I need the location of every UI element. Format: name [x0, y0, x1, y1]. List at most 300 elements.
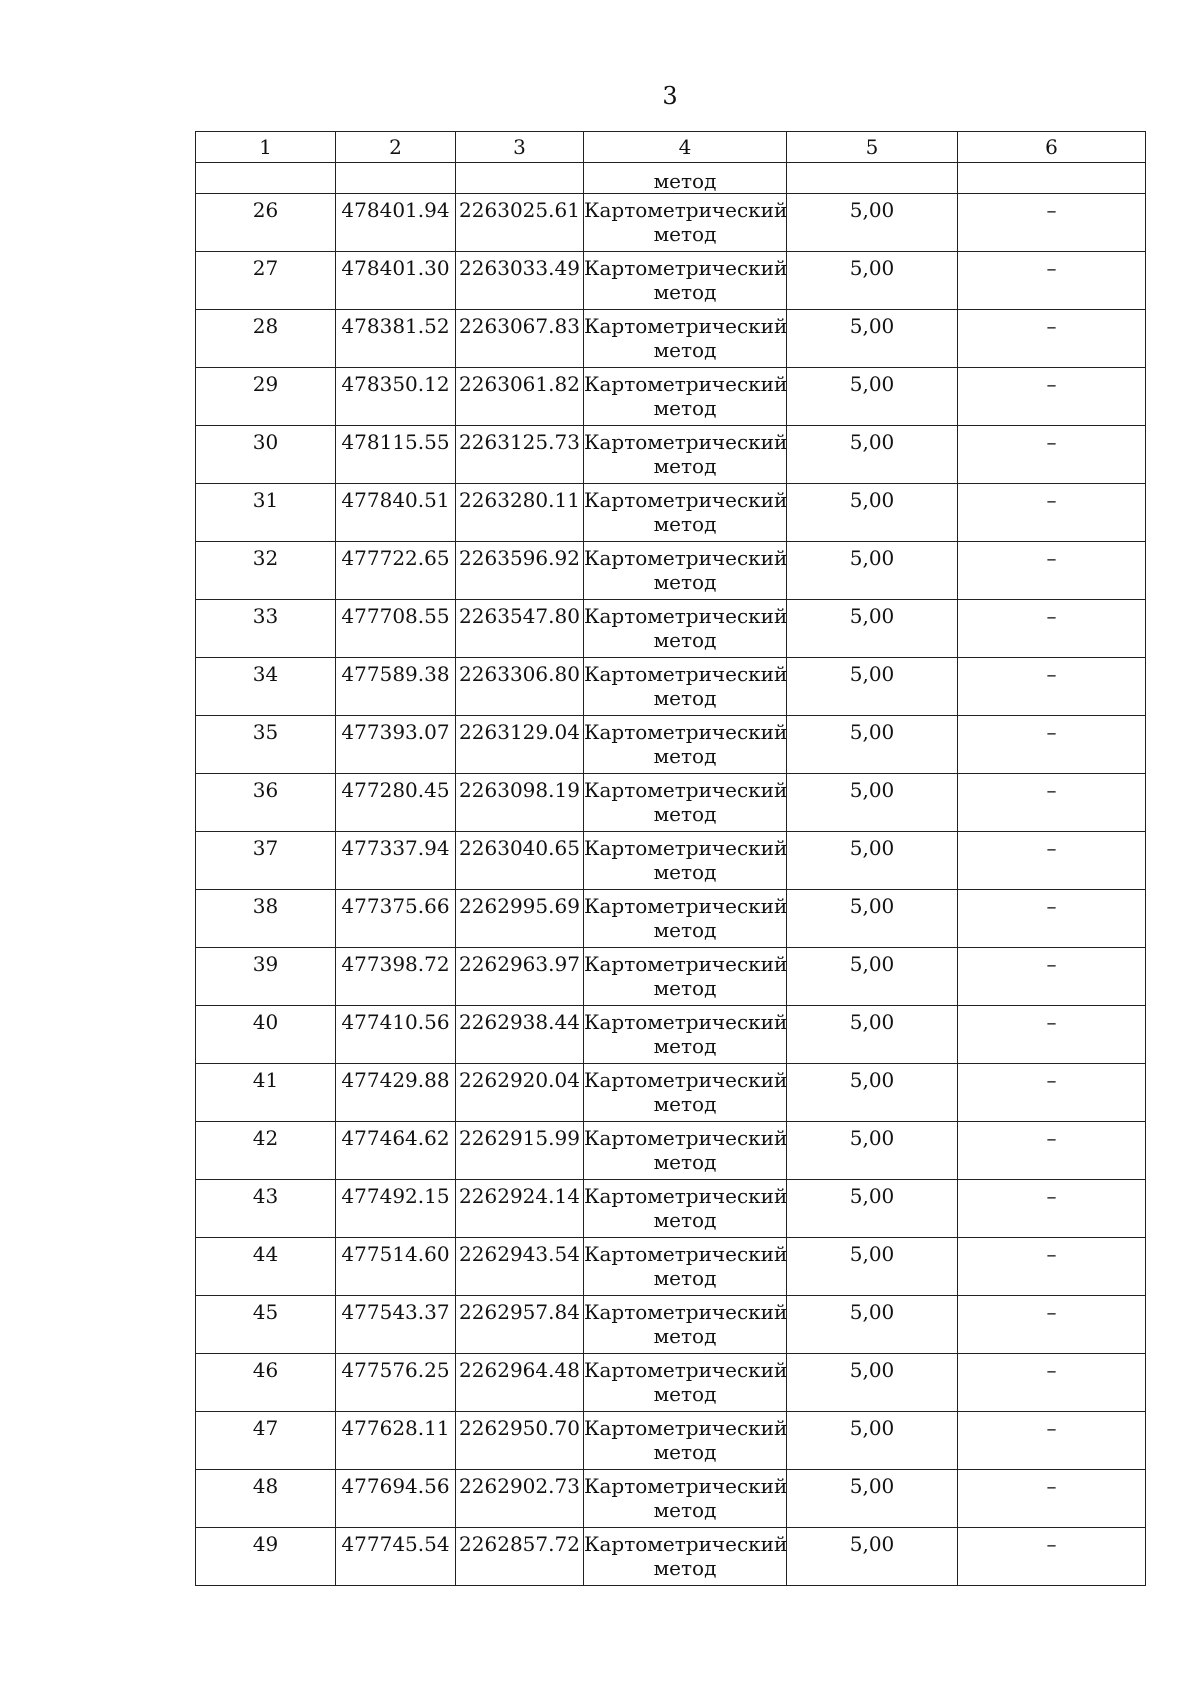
- note-value: –: [1046, 1068, 1057, 1092]
- header-cell-2: 2: [336, 132, 456, 163]
- table-row: [196, 1006, 1146, 1064]
- x-coordinate: 477280.45: [341, 778, 450, 802]
- method-line-2: метод: [653, 222, 717, 246]
- method-text: [584, 1354, 786, 1406]
- method-cell: [584, 484, 787, 542]
- note-cell: [958, 1180, 1146, 1238]
- x-coordinate-cell: [336, 1064, 456, 1122]
- note-cell: [958, 1064, 1146, 1122]
- note-cell: [958, 310, 1146, 368]
- y-coordinate-cell: [456, 774, 584, 832]
- method-cell: [584, 1296, 787, 1354]
- table-row: [196, 1296, 1146, 1354]
- x-coordinate-cell: [336, 484, 456, 542]
- x-coordinate-cell: [336, 1006, 456, 1064]
- method-text: [584, 1122, 786, 1174]
- point-number-cell: [196, 1122, 336, 1180]
- method-line-1: Картометрический: [584, 1184, 788, 1208]
- note-cell: [958, 948, 1146, 1006]
- point-number-cell: [196, 1296, 336, 1354]
- method-line-2: метод: [653, 1382, 717, 1406]
- point-number: 28: [252, 314, 279, 338]
- note-cell: [958, 1528, 1146, 1586]
- method-text: [584, 890, 786, 942]
- accuracy-cell: [787, 542, 958, 600]
- method-line-1: Картометрический: [584, 836, 788, 860]
- x-coordinate: 478350.12: [341, 372, 450, 396]
- method-line-1: Картометрический: [584, 720, 788, 744]
- point-number-cell: [196, 1528, 336, 1586]
- point-number: 26: [252, 198, 279, 222]
- x-coordinate-cell: [336, 890, 456, 948]
- method-line-1: Картометрический: [584, 372, 788, 396]
- method-line-2: метод: [653, 628, 717, 652]
- accuracy-value: 5,00: [849, 952, 895, 976]
- y-coordinate-cell: [456, 484, 584, 542]
- accuracy-cell: [787, 890, 958, 948]
- note-value: –: [1046, 1532, 1057, 1556]
- method-line-2: метод: [653, 570, 717, 594]
- point-number-cell: [196, 948, 336, 1006]
- x-coordinate: 477708.55: [341, 604, 450, 628]
- x-coordinate-cell: [336, 1412, 456, 1470]
- method-line-1: Картометрический: [584, 1068, 788, 1092]
- method-cell: [584, 1006, 787, 1064]
- x-coordinate: 478401.94: [341, 198, 450, 222]
- y-coordinate: 2263098.19: [459, 778, 580, 802]
- y-coordinate: 2262995.69: [459, 894, 580, 918]
- y-coordinate: 2263129.04: [459, 720, 580, 744]
- table-row: [196, 1122, 1146, 1180]
- point-number: 41: [252, 1068, 279, 1092]
- x-coordinate-cell: [336, 948, 456, 1006]
- note-cell: [958, 1122, 1146, 1180]
- accuracy-cell: [787, 1528, 958, 1586]
- table-row: [196, 194, 1146, 252]
- method-line-1: Картометрический: [584, 604, 788, 628]
- method-line-2: метод: [653, 686, 717, 710]
- x-coordinate-cell: [336, 1296, 456, 1354]
- note-value: –: [1046, 1358, 1057, 1382]
- point-number: 35: [252, 720, 279, 744]
- point-number: 32: [252, 546, 279, 570]
- note-cell: [958, 368, 1146, 426]
- note-value: –: [1046, 1474, 1057, 1498]
- table-row: [196, 658, 1146, 716]
- header-cell-3: 3: [456, 132, 584, 163]
- x-coordinate: 477628.11: [341, 1416, 450, 1440]
- y-coordinate: 2262957.84: [459, 1300, 580, 1324]
- y-coordinate-cell: [456, 890, 584, 948]
- x-coordinate-cell: [336, 774, 456, 832]
- method-line-2: метод: [653, 1150, 717, 1174]
- x-coordinate-cell: [336, 1470, 456, 1528]
- accuracy-cell: [787, 832, 958, 890]
- note-cell: [958, 774, 1146, 832]
- method-cell: [584, 1354, 787, 1412]
- x-coordinate: 478401.30: [341, 256, 450, 280]
- x-coordinate-cell: [336, 252, 456, 310]
- table-row: [196, 310, 1146, 368]
- point-number-cell: [196, 1470, 336, 1528]
- point-number-cell: [196, 368, 336, 426]
- x-coordinate: 478381.52: [341, 314, 450, 338]
- point-number-cell: [196, 1238, 336, 1296]
- accuracy-cell: [787, 1412, 958, 1470]
- note-value: –: [1046, 430, 1057, 454]
- x-coordinate-cell: [336, 1354, 456, 1412]
- method-text: [584, 194, 786, 246]
- x-coordinate-cell: [336, 658, 456, 716]
- method-line-2: метод: [653, 1208, 717, 1232]
- method-line-1: Картометрический: [584, 198, 788, 222]
- y-coordinate: 2262915.99: [459, 1126, 580, 1150]
- method-line-2: метод: [653, 1266, 717, 1290]
- page-number: 3: [662, 82, 678, 110]
- table-row: [196, 426, 1146, 484]
- accuracy-value: 5,00: [849, 1126, 895, 1150]
- method-line-2: метод: [653, 512, 717, 536]
- method-line-2: метод: [653, 1324, 717, 1348]
- accuracy-cell: [787, 948, 958, 1006]
- accuracy-cell: [787, 1122, 958, 1180]
- y-coordinate-cell: [456, 426, 584, 484]
- point-number-cell: [196, 658, 336, 716]
- note-value: –: [1046, 1010, 1057, 1034]
- method-cell: [584, 194, 787, 252]
- y-coordinate-cell: [456, 1064, 584, 1122]
- method-cell: [584, 1180, 787, 1238]
- table-row: [196, 252, 1146, 310]
- table-row: [196, 1470, 1146, 1528]
- method-line-2: метод: [653, 1034, 717, 1058]
- y-coordinate: 2263596.92: [459, 546, 580, 570]
- point-number: 29: [252, 372, 279, 396]
- accuracy-value: 5,00: [849, 314, 895, 338]
- y-coordinate-cell: [456, 252, 584, 310]
- method-cell: [584, 600, 787, 658]
- x-coordinate: 477745.54: [341, 1532, 450, 1556]
- y-coordinate: 2262920.04: [459, 1068, 580, 1092]
- accuracy-cell: [787, 368, 958, 426]
- method-text: [584, 716, 786, 768]
- method-line-2: метод: [653, 454, 717, 478]
- method-line-1: Картометрический: [584, 1242, 788, 1266]
- table-row: [196, 1412, 1146, 1470]
- accuracy-cell: [787, 1006, 958, 1064]
- method-line-1: Картометрический: [584, 430, 788, 454]
- y-coordinate-cell: [456, 1412, 584, 1470]
- x-coordinate-cell: [336, 1180, 456, 1238]
- point-number: 37: [252, 836, 279, 860]
- accuracy-value: 5,00: [849, 1300, 895, 1324]
- x-coordinate-cell: [336, 1238, 456, 1296]
- point-number: 42: [252, 1126, 279, 1150]
- y-coordinate-cell: [456, 1470, 584, 1528]
- point-number-cell: [196, 484, 336, 542]
- y-coordinate-cell: [456, 1296, 584, 1354]
- point-number-cell: [196, 542, 336, 600]
- method-text: [584, 426, 786, 478]
- header-cell-6: 6: [958, 132, 1146, 163]
- table-row: [196, 1064, 1146, 1122]
- method-line-1: Картометрический: [584, 662, 788, 686]
- point-number-cell: [196, 252, 336, 310]
- note-value: –: [1046, 1300, 1057, 1324]
- method-cell: [584, 716, 787, 774]
- note-cell: [958, 1412, 1146, 1470]
- header-cell-1: 1: [196, 132, 336, 163]
- x-coordinate-cell: [336, 832, 456, 890]
- method-line-2: метод: [653, 860, 717, 884]
- y-coordinate: 2263547.80: [459, 604, 580, 628]
- note-cell: [958, 252, 1146, 310]
- coordinates-table: [195, 131, 1146, 1586]
- table-row: [196, 600, 1146, 658]
- method-cell: [584, 1238, 787, 1296]
- accuracy-value: 5,00: [849, 256, 895, 280]
- table-row: [196, 890, 1146, 948]
- table-row: [196, 542, 1146, 600]
- table-row: [196, 1528, 1146, 1586]
- point-number-cell: [196, 194, 336, 252]
- y-coordinate-cell: [456, 948, 584, 1006]
- method-line-2: метод: [653, 976, 717, 1000]
- method-cell: [584, 948, 787, 1006]
- point-number-cell: [196, 1180, 336, 1238]
- method-text: [584, 1064, 786, 1116]
- note-value: –: [1046, 720, 1057, 744]
- table-row: [196, 774, 1146, 832]
- accuracy-value: 5,00: [849, 1474, 895, 1498]
- y-coordinate: 2262943.54: [459, 1242, 580, 1266]
- method-text: [584, 948, 786, 1000]
- accuracy-cell: [787, 1064, 958, 1122]
- x-coordinate: 477429.88: [341, 1068, 450, 1092]
- note-cell: [958, 716, 1146, 774]
- header-row: [196, 132, 1146, 163]
- note-value: –: [1046, 604, 1057, 628]
- note-cell: [958, 426, 1146, 484]
- point-number-cell: [196, 774, 336, 832]
- method-line-1: Картометрический: [584, 256, 788, 280]
- note-value: –: [1046, 778, 1057, 802]
- method-line-1: Картометрический: [584, 1416, 788, 1440]
- accuracy-value: 5,00: [849, 1184, 895, 1208]
- method-cell: [584, 426, 787, 484]
- y-coordinate: 2263067.83: [459, 314, 580, 338]
- y-coordinate-cell: [456, 1354, 584, 1412]
- x-coordinate: 477375.66: [341, 894, 450, 918]
- point-number-cell: [196, 1064, 336, 1122]
- note-value: –: [1046, 488, 1057, 512]
- point-number: 38: [252, 894, 279, 918]
- x-coordinate: 477410.56: [341, 1010, 450, 1034]
- point-number: 48: [252, 1474, 279, 1498]
- point-number: 45: [252, 1300, 279, 1324]
- header-cell-4: 4: [584, 132, 787, 163]
- method-cell: [584, 1412, 787, 1470]
- x-coordinate: 477576.25: [341, 1358, 450, 1382]
- accuracy-cell: [787, 774, 958, 832]
- note-value: –: [1046, 1126, 1057, 1150]
- accuracy-cell: [787, 310, 958, 368]
- table-row: [196, 1180, 1146, 1238]
- method-text: [584, 368, 786, 420]
- x-coordinate-cell: [336, 194, 456, 252]
- method-line-1: Картометрический: [584, 1532, 788, 1556]
- point-number: 39: [252, 952, 279, 976]
- x-coordinate: 477694.56: [341, 1474, 450, 1498]
- accuracy-value: 5,00: [849, 1068, 895, 1092]
- method-cell: [584, 542, 787, 600]
- x-coordinate: 478115.55: [341, 430, 450, 454]
- continuation-cell-6: [958, 163, 1146, 194]
- method-text: [584, 1412, 786, 1464]
- method-text: [584, 1296, 786, 1348]
- y-coordinate: 2263306.80: [459, 662, 580, 686]
- method-line-2: метод: [653, 744, 717, 768]
- point-number: 30: [252, 430, 279, 454]
- y-coordinate-cell: [456, 600, 584, 658]
- y-coordinate-cell: [456, 1122, 584, 1180]
- x-coordinate: 477840.51: [341, 488, 450, 512]
- method-text: [584, 484, 786, 536]
- method-line-1: Картометрический: [584, 1474, 788, 1498]
- x-coordinate: 477398.72: [341, 952, 450, 976]
- table-row: [196, 948, 1146, 1006]
- table-row: [196, 716, 1146, 774]
- y-coordinate-cell: [456, 542, 584, 600]
- x-coordinate-cell: [336, 600, 456, 658]
- point-number: 49: [252, 1532, 279, 1556]
- method-line-1: Картометрический: [584, 778, 788, 802]
- note-value: –: [1046, 662, 1057, 686]
- point-number: 44: [252, 1242, 279, 1266]
- method-text: [584, 1006, 786, 1058]
- accuracy-cell: [787, 426, 958, 484]
- header-cell-5: 5: [787, 132, 958, 163]
- x-coordinate-cell: [336, 368, 456, 426]
- method-line-1: Картометрический: [584, 314, 788, 338]
- x-coordinate: 477589.38: [341, 662, 450, 686]
- method-text: [584, 1470, 786, 1522]
- method-line-2: метод: [653, 338, 717, 362]
- y-coordinate: 2262924.14: [459, 1184, 580, 1208]
- note-value: –: [1046, 372, 1057, 396]
- method-cell: [584, 1470, 787, 1528]
- accuracy-cell: [787, 716, 958, 774]
- point-number: 31: [252, 488, 279, 512]
- method-cell: [584, 1528, 787, 1586]
- continuation-cell-4: [584, 163, 787, 194]
- method-line-2: метод: [653, 396, 717, 420]
- note-value: –: [1046, 1184, 1057, 1208]
- method-line-2: метод: [653, 1556, 717, 1580]
- accuracy-cell: [787, 194, 958, 252]
- method-line-1: Картометрический: [584, 1126, 788, 1150]
- accuracy-value: 5,00: [849, 1416, 895, 1440]
- point-number-cell: [196, 1412, 336, 1470]
- method-text: [584, 774, 786, 826]
- y-coordinate-cell: [456, 1180, 584, 1238]
- method-line-2: метод: [653, 918, 717, 942]
- method-text: [584, 658, 786, 710]
- note-value: –: [1046, 952, 1057, 976]
- x-coordinate: 477514.60: [341, 1242, 450, 1266]
- method-cell: [584, 1122, 787, 1180]
- x-coordinate: 477337.94: [341, 836, 450, 860]
- note-cell: [958, 542, 1146, 600]
- method-line-1: Картометрический: [584, 1010, 788, 1034]
- x-coordinate-cell: [336, 1528, 456, 1586]
- y-coordinate-cell: [456, 1006, 584, 1064]
- x-coordinate: 477464.62: [341, 1126, 450, 1150]
- accuracy-value: 5,00: [849, 720, 895, 744]
- accuracy-cell: [787, 1180, 958, 1238]
- method-text: [584, 832, 786, 884]
- method-cell: [584, 252, 787, 310]
- note-value: –: [1046, 198, 1057, 222]
- accuracy-value: 5,00: [849, 488, 895, 512]
- accuracy-value: 5,00: [849, 894, 895, 918]
- point-number: 33: [252, 604, 279, 628]
- accuracy-value: 5,00: [849, 778, 895, 802]
- y-coordinate: 2263061.82: [459, 372, 580, 396]
- method-text: [584, 310, 786, 362]
- x-coordinate: 477722.65: [341, 546, 450, 570]
- note-cell: [958, 1238, 1146, 1296]
- method-cell: [584, 1064, 787, 1122]
- y-coordinate: 2262963.97: [459, 952, 580, 976]
- note-cell: [958, 890, 1146, 948]
- accuracy-value: 5,00: [849, 1532, 895, 1556]
- accuracy-cell: [787, 1354, 958, 1412]
- point-number: 34: [252, 662, 279, 686]
- table-row: [196, 1354, 1146, 1412]
- accuracy-value: 5,00: [849, 1358, 895, 1382]
- accuracy-value: 5,00: [849, 430, 895, 454]
- continuation-row: [196, 163, 1146, 194]
- note-value: –: [1046, 894, 1057, 918]
- note-cell: [958, 484, 1146, 542]
- method-line-2: метод: [653, 1092, 717, 1116]
- note-cell: [958, 1470, 1146, 1528]
- method-cell: [584, 658, 787, 716]
- point-number: 27: [252, 256, 279, 280]
- x-coordinate: 477393.07: [341, 720, 450, 744]
- note-value: –: [1046, 546, 1057, 570]
- note-value: –: [1046, 314, 1057, 338]
- accuracy-cell: [787, 1470, 958, 1528]
- x-coordinate-cell: [336, 426, 456, 484]
- table-row: [196, 1238, 1146, 1296]
- y-coordinate: 2262964.48: [459, 1358, 580, 1382]
- table-row: [196, 368, 1146, 426]
- accuracy-cell: [787, 484, 958, 542]
- method-line-1: Картометрический: [584, 952, 788, 976]
- accuracy-value: 5,00: [849, 604, 895, 628]
- note-value: –: [1046, 256, 1057, 280]
- x-coordinate: 477543.37: [341, 1300, 450, 1324]
- note-value: –: [1046, 1416, 1057, 1440]
- method-text: [584, 600, 786, 652]
- y-coordinate-cell: [456, 716, 584, 774]
- point-number-cell: [196, 1006, 336, 1064]
- method-line-1: Картометрический: [584, 894, 788, 918]
- accuracy-value: 5,00: [849, 546, 895, 570]
- y-coordinate: 2262857.72: [459, 1532, 580, 1556]
